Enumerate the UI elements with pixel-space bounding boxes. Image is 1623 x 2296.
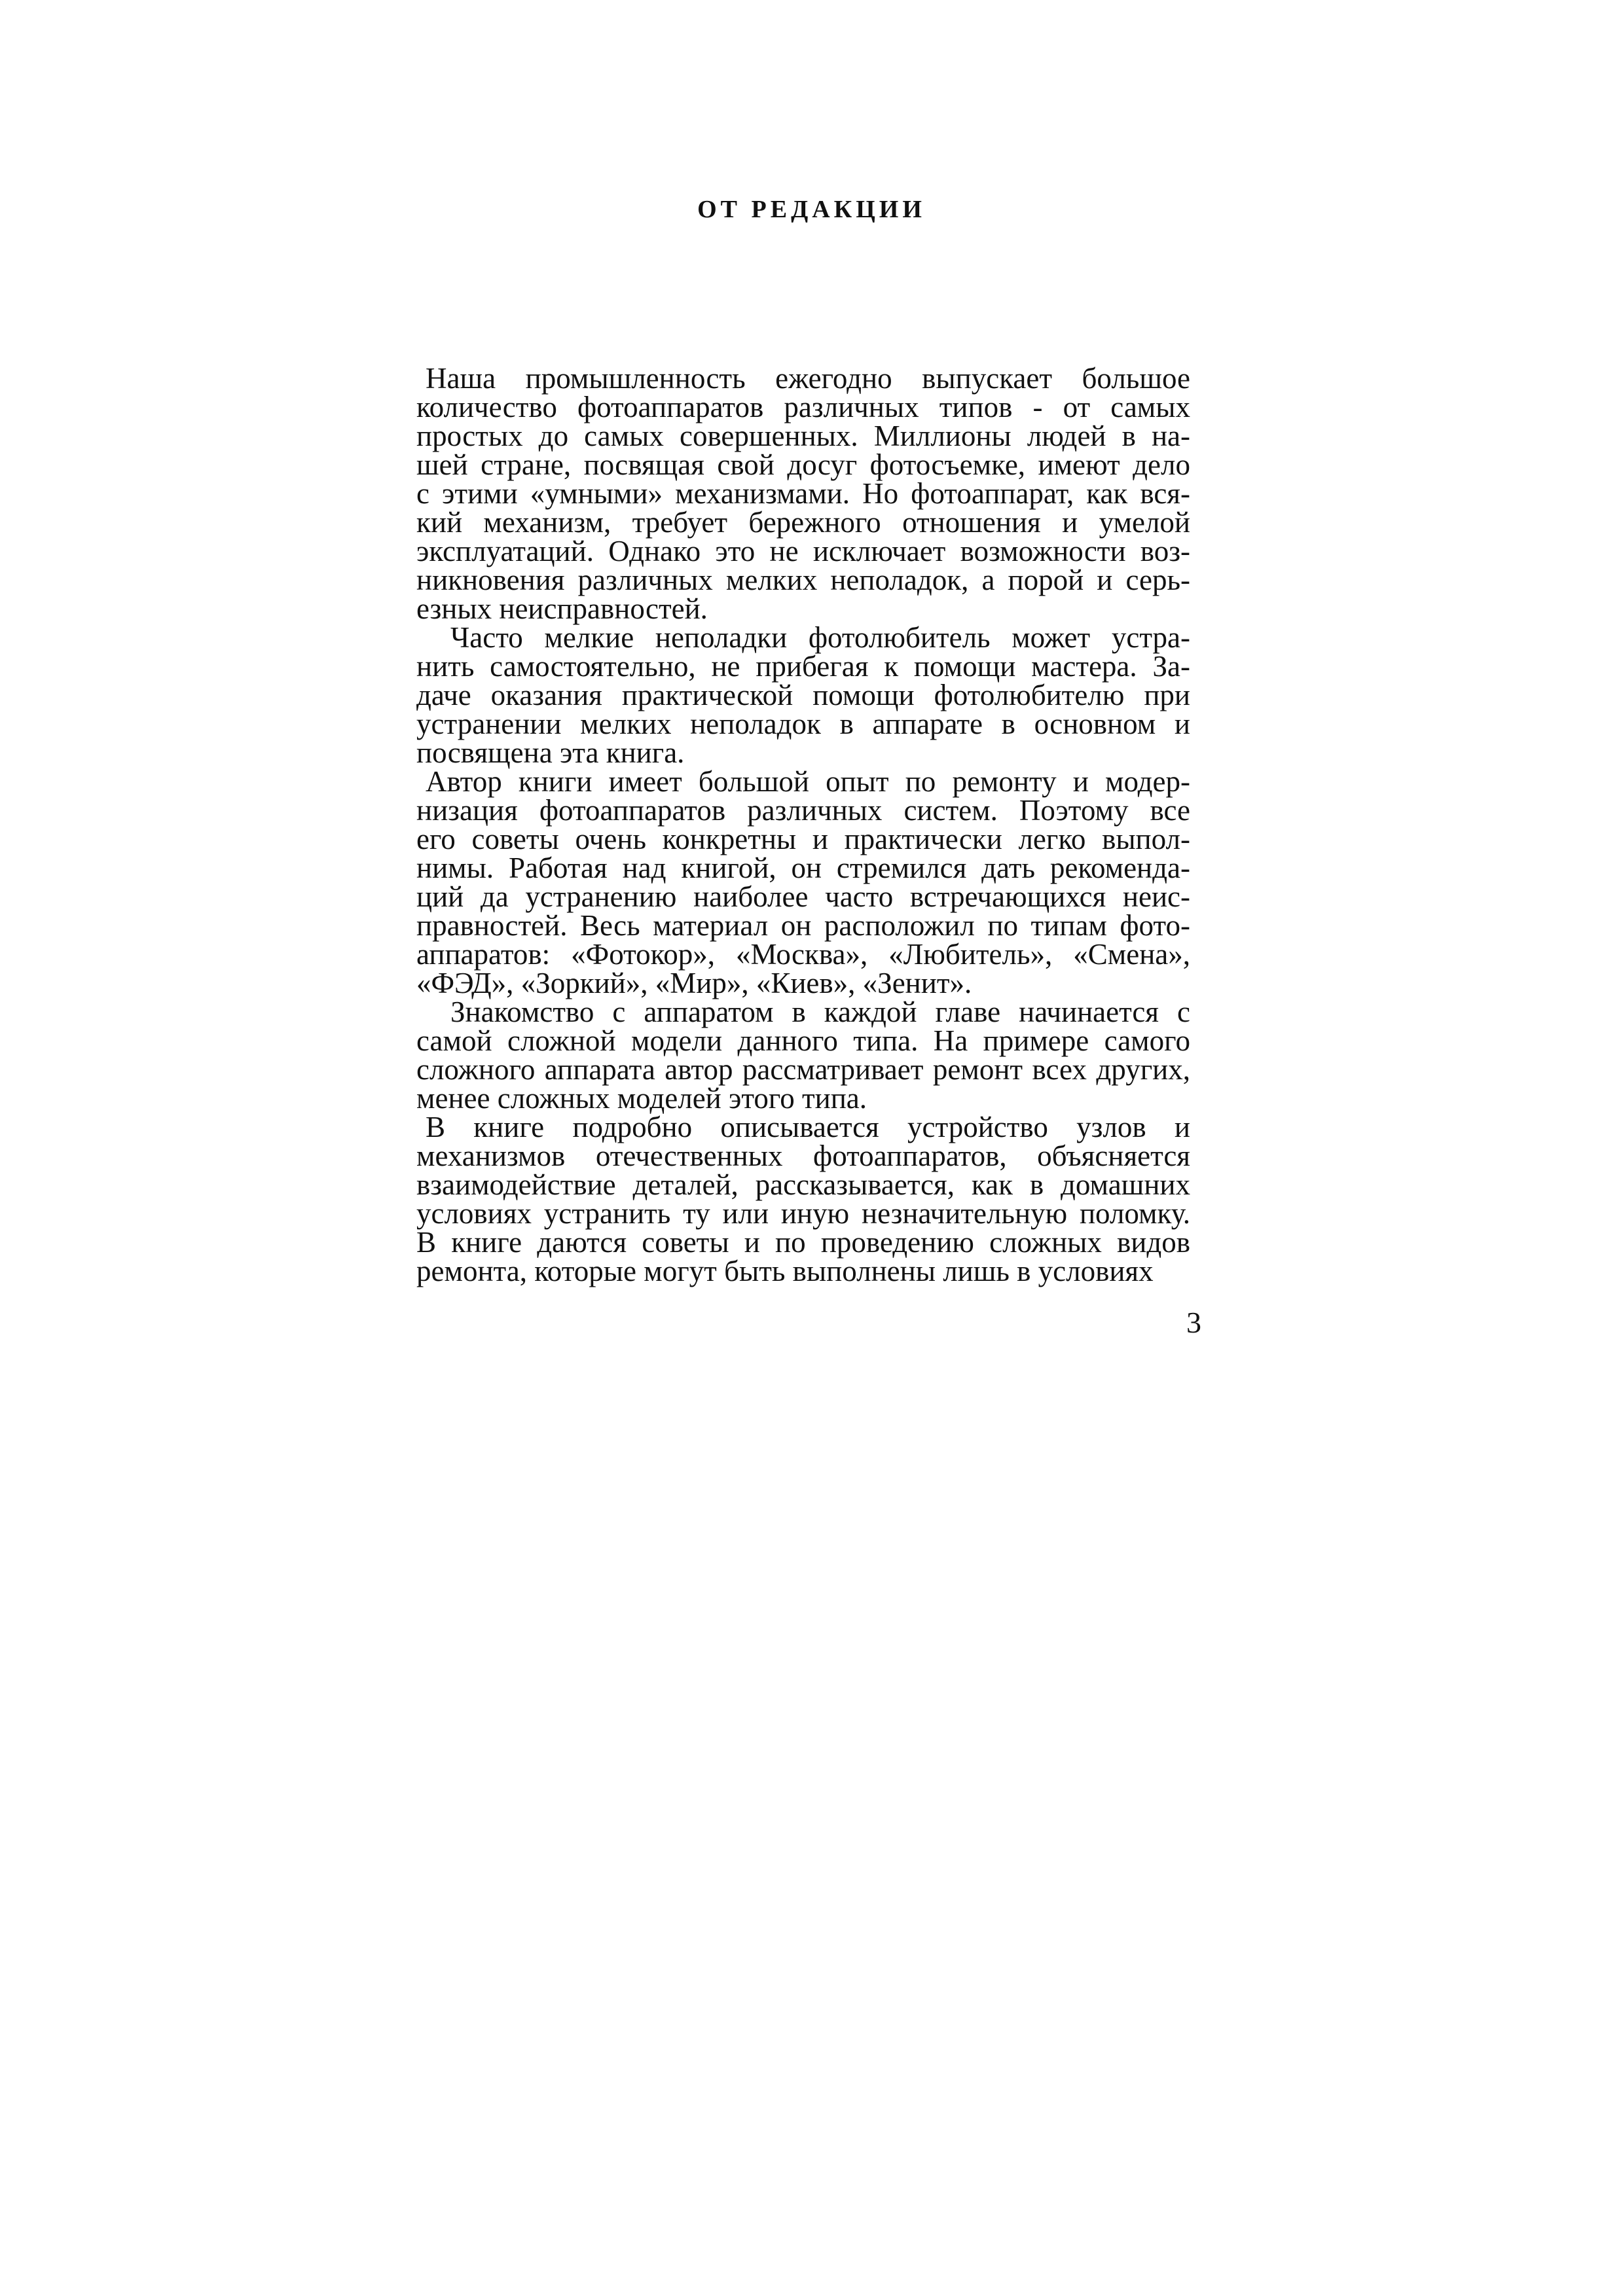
text-line: нимы. Работая над книгой, он стремился дать рекоменда- xyxy=(416,852,1190,884)
text-line: Автор книги имеет большой опыт по ремонту и модер- xyxy=(426,765,1190,798)
paragraph-2 xyxy=(416,623,1190,767)
text-line: взаимодействие деталей, рассказывается, как в домашних xyxy=(416,1168,1190,1201)
text-line: количество фотоаппаратов различных типов - от самых xyxy=(416,391,1190,423)
text-line: простых до самых совершенных. Миллионы людей в на- xyxy=(416,420,1190,452)
text-line: ций да устранению наиболее часто встречающихся неис- xyxy=(416,880,1190,913)
text-line: никновения различных мелких неполадок, а порой и серь- xyxy=(416,564,1190,596)
text-line: условиях устранить ту или иную незначительную поломку. xyxy=(416,1197,1190,1230)
text-line: нить самостоятельно, не прибегая к помощи мастера. За- xyxy=(416,650,1190,683)
text-line: менее сложных моделей этого типа. xyxy=(416,1082,867,1115)
text-line: В книге подробно описывается устройство узлов и xyxy=(426,1111,1190,1143)
text-line: кий механизм, требует бережного отношения и умелой xyxy=(416,506,1190,539)
paragraph-5 xyxy=(416,1113,1190,1285)
text-line: правностей. Весь материал он расположил по типам фото- xyxy=(416,909,1190,942)
page-number: 3 xyxy=(1186,1306,1201,1339)
text-line: Часто мелкие неполадки фотолюбитель может устра- xyxy=(450,621,1190,654)
text-line: посвящена эта книга. xyxy=(416,736,685,769)
paragraph-4 xyxy=(416,997,1190,1113)
text-line: даче оказания практической помощи фотолюбителю при xyxy=(416,679,1190,711)
body-text xyxy=(416,364,1190,1285)
text-line: низация фотоаппаратов различных систем. Поэтому все xyxy=(416,794,1190,827)
text-line: с этими «умными» механизмами. Но фотоаппарат, как вся- xyxy=(416,477,1190,510)
text-line: механизмов отечественных фотоаппаратов, объясняется xyxy=(416,1139,1190,1172)
paragraph-3 xyxy=(416,767,1190,997)
text-line: езных неисправностей. xyxy=(416,592,708,625)
page-title: ОТ РЕДАКЦИИ xyxy=(697,196,926,223)
text-line: аппаратов: «Фотокор», «Москва», «Любитель», «Смена», xyxy=(416,938,1190,971)
text-line: сложного аппарата автор рассматривает ремонт всех других, xyxy=(416,1053,1190,1086)
text-line: «ФЭД», «Зоркий», «Мир», «Киев», «Зенит». xyxy=(416,967,972,999)
text-line: шей стране, посвящая свой досуг фотосъемке, имеют дело xyxy=(416,448,1190,481)
text-line: Наша промышленность ежегодно выпускает большое xyxy=(426,362,1190,395)
text-line: его советы очень конкретны и практически легко выпол- xyxy=(416,823,1190,855)
text-line: В книге даются советы и по проведению сложных видов xyxy=(416,1226,1190,1259)
text-line: эксплуатаций. Однако это не исключает возможности воз- xyxy=(416,535,1190,567)
text-line: устранении мелких неполадок в аппарате в основном и xyxy=(416,708,1190,740)
paragraph-1 xyxy=(416,364,1190,623)
text-line: ремонта, которые могут быть выполнены лишь в условиях xyxy=(416,1255,1154,1287)
text-line: самой сложной модели данного типа. На примере самого xyxy=(416,1024,1190,1057)
text-line: Знакомство с аппаратом в каждой главе начинается с xyxy=(450,996,1190,1028)
